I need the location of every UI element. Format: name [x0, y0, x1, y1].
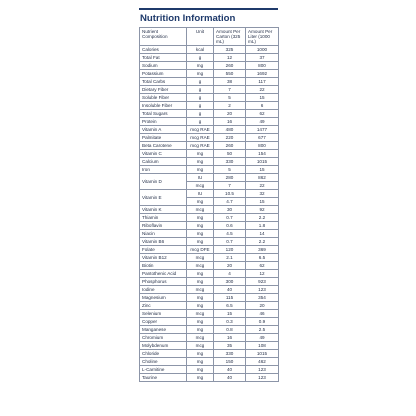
nutrient-name: Vitamin E: [140, 190, 187, 206]
amount-per-carton: 40: [214, 374, 246, 382]
table-row: [140, 190, 279, 198]
amount-per-carton: 330: [214, 350, 246, 358]
table-row: [140, 310, 279, 318]
amount-per-liter: 123: [246, 366, 279, 374]
amount-per-carton: 5: [214, 166, 246, 174]
nutrient-name: Taurine: [140, 374, 187, 382]
nutrient-unit: mcg: [187, 310, 214, 318]
nutrient-name: Selenium: [140, 310, 187, 318]
nutrient-unit: mg: [187, 318, 214, 326]
nutrient-unit: mg: [187, 358, 214, 366]
table-row: [140, 286, 279, 294]
nutrition-panel: [139, 8, 278, 382]
nutrient-unit: mg: [187, 70, 214, 78]
nutrient-name: Insoluble Fiber: [140, 102, 187, 110]
header-carton: Amount Per Carton (325 mL): [214, 28, 246, 46]
table-row: [140, 238, 279, 246]
nutrient-unit: mcg RAE: [187, 142, 214, 150]
nutrient-unit: mg: [187, 222, 214, 230]
nutrient-unit: mcg DFE: [187, 246, 214, 254]
amount-per-liter: 15: [246, 94, 279, 102]
nutrient-name: Vitamin A: [140, 126, 187, 134]
panel-title: Nutrition Information: [140, 13, 236, 24]
amount-per-liter: 123: [246, 286, 279, 294]
nutrient-unit: IU: [187, 174, 214, 182]
amount-per-carton: 120: [214, 246, 246, 254]
amount-per-carton: 300: [214, 278, 246, 286]
amount-per-carton: 0.7: [214, 238, 246, 246]
nutrient-unit: mcg: [187, 334, 214, 342]
nutrient-name: Sodium: [140, 62, 187, 70]
nutrient-unit: mg: [187, 238, 214, 246]
amount-per-liter: 2.5: [246, 326, 279, 334]
header-nutrient: Nutrient Composition: [140, 28, 187, 46]
nutrient-unit: mcg: [187, 206, 214, 214]
nutrient-unit: mg: [187, 278, 214, 286]
amount-per-carton: 0.6: [214, 222, 246, 230]
amount-per-carton: 2.1: [214, 254, 246, 262]
table-row: [140, 358, 279, 366]
table-row: [140, 366, 279, 374]
amount-per-liter: 123: [246, 374, 279, 382]
amount-per-liter: 117: [246, 78, 279, 86]
amount-per-liter: 1015: [246, 158, 279, 166]
nutrition-table: [139, 27, 279, 382]
nutrient-unit: mg: [187, 150, 214, 158]
amount-per-carton: 6.5: [214, 302, 246, 310]
amount-per-liter: 923: [246, 278, 279, 286]
nutrient-unit: g: [187, 94, 214, 102]
amount-per-carton: 325: [214, 46, 246, 54]
amount-per-carton: 30: [214, 206, 246, 214]
amount-per-carton: 220: [214, 134, 246, 142]
amount-per-liter: 1000: [246, 46, 279, 54]
nutrient-name: Vitamin B12: [140, 254, 187, 262]
table-body: [140, 46, 279, 382]
amount-per-carton: 280: [214, 174, 246, 182]
nutrient-unit: mg: [187, 326, 214, 334]
amount-per-carton: 480: [214, 126, 246, 134]
table-row: [140, 166, 279, 174]
header-row: [140, 28, 279, 46]
nutrient-unit: mcg: [187, 286, 214, 294]
nutrient-unit: mg: [187, 294, 214, 302]
table-row: [140, 62, 279, 70]
table-row: [140, 94, 279, 102]
amount-per-carton: 50: [214, 150, 246, 158]
amount-per-carton: 330: [214, 158, 246, 166]
table-row: [140, 174, 279, 182]
amount-per-carton: 7: [214, 182, 246, 190]
amount-per-liter: 1477: [246, 126, 279, 134]
amount-per-liter: 12: [246, 270, 279, 278]
nutrient-name: Zinc: [140, 302, 187, 310]
table-row: [140, 78, 279, 86]
amount-per-liter: 14: [246, 230, 279, 238]
nutrient-name: Palmitate: [140, 134, 187, 142]
table-row: [140, 126, 279, 134]
nutrient-name: Chloride: [140, 350, 187, 358]
table-row: [140, 254, 279, 262]
header-liter: Amount Per Liter (1000 mL): [246, 28, 279, 46]
amount-per-carton: 15: [214, 310, 246, 318]
nutrient-unit: mg: [187, 270, 214, 278]
amount-per-liter: 37: [246, 54, 279, 62]
table-row: [140, 110, 279, 118]
nutrient-name: Biotin: [140, 262, 187, 270]
table-row: [140, 278, 279, 286]
nutrient-unit: g: [187, 86, 214, 94]
nutrient-name: Calories: [140, 46, 187, 54]
nutrient-name: Iron: [140, 166, 187, 174]
table-row: [140, 206, 279, 214]
amount-per-carton: 20: [214, 262, 246, 270]
amount-per-carton: 16: [214, 118, 246, 126]
amount-per-carton: 4: [214, 270, 246, 278]
amount-per-liter: 20: [246, 302, 279, 310]
table-row: [140, 150, 279, 158]
amount-per-carton: 12: [214, 54, 246, 62]
amount-per-liter: 1.8: [246, 222, 279, 230]
table-row: [140, 326, 279, 334]
amount-per-liter: 369: [246, 246, 279, 254]
amount-per-liter: 800: [246, 142, 279, 150]
table-row: [140, 86, 279, 94]
amount-per-carton: 16: [214, 334, 246, 342]
table-row: [140, 374, 279, 382]
amount-per-liter: 6.5: [246, 254, 279, 262]
nutrient-name: Phosphorus: [140, 278, 187, 286]
table-row: [140, 318, 279, 326]
nutrient-name: Folate: [140, 246, 187, 254]
amount-per-liter: 15: [246, 166, 279, 174]
nutrient-name: Choline: [140, 358, 187, 366]
nutrient-unit: mcg RAE: [187, 126, 214, 134]
nutrient-unit: mg: [187, 366, 214, 374]
nutrient-name: Calcium: [140, 158, 187, 166]
nutrient-name: Chromium: [140, 334, 187, 342]
amount-per-liter: 0.9: [246, 318, 279, 326]
nutrient-name: Molybdenum: [140, 342, 187, 350]
table-row: [140, 246, 279, 254]
nutrient-unit: mg: [187, 62, 214, 70]
nutrient-name: Vitamin K: [140, 206, 187, 214]
amount-per-carton: 115: [214, 294, 246, 302]
nutrient-name: Beta Carotene: [140, 142, 187, 150]
amount-per-liter: 15: [246, 198, 279, 206]
nutrient-name: Iodine: [140, 286, 187, 294]
nutrient-unit: g: [187, 78, 214, 86]
amount-per-liter: 1692: [246, 70, 279, 78]
nutrient-unit: g: [187, 102, 214, 110]
nutrient-name: Vitamin C: [140, 150, 187, 158]
table-row: [140, 262, 279, 270]
amount-per-carton: 35: [214, 342, 246, 350]
header-unit: Unit: [187, 28, 214, 46]
table-row: [140, 214, 279, 222]
nutrient-name: Pantothenic Acid: [140, 270, 187, 278]
nutrient-name: Magnesium: [140, 294, 187, 302]
amount-per-carton: 550: [214, 70, 246, 78]
nutrient-unit: mg: [187, 198, 214, 206]
amount-per-carton: 38: [214, 78, 246, 86]
table-row: [140, 222, 279, 230]
nutrient-unit: mg: [187, 350, 214, 358]
amount-per-liter: 2.2: [246, 238, 279, 246]
table-row: [140, 54, 279, 62]
nutrient-name: Protein: [140, 118, 187, 126]
amount-per-liter: 46: [246, 310, 279, 318]
amount-per-liter: 462: [246, 358, 279, 366]
amount-per-carton: 0.8: [214, 326, 246, 334]
nutrient-unit: mg: [187, 374, 214, 382]
table-row: [140, 270, 279, 278]
table-row: [140, 102, 279, 110]
nutrient-name: Total Carbs: [140, 78, 187, 86]
amount-per-carton: 20: [214, 110, 246, 118]
amount-per-carton: 0.7: [214, 214, 246, 222]
nutrient-name: Manganese: [140, 326, 187, 334]
amount-per-liter: 800: [246, 62, 279, 70]
amount-per-liter: 1015: [246, 350, 279, 358]
amount-per-carton: 2: [214, 102, 246, 110]
nutrient-unit: mcg: [187, 342, 214, 350]
amount-per-carton: 150: [214, 358, 246, 366]
amount-per-liter: 32: [246, 190, 279, 198]
amount-per-liter: 108: [246, 342, 279, 350]
table-row: [140, 230, 279, 238]
amount-per-carton: 4.7: [214, 198, 246, 206]
table-row: [140, 158, 279, 166]
nutrient-unit: kcal: [187, 46, 214, 54]
nutrient-unit: mg: [187, 214, 214, 222]
table-row: [140, 342, 279, 350]
amount-per-liter: 2.2: [246, 214, 279, 222]
nutrient-name: Potassium: [140, 70, 187, 78]
nutrient-name: Soluble Fiber: [140, 94, 187, 102]
nutrient-unit: g: [187, 110, 214, 118]
table-row: [140, 118, 279, 126]
amount-per-carton: 7: [214, 86, 246, 94]
nutrient-name: Riboflavin: [140, 222, 187, 230]
nutrient-unit: g: [187, 118, 214, 126]
amount-per-carton: 4.5: [214, 230, 246, 238]
amount-per-liter: 49: [246, 118, 279, 126]
amount-per-liter: 862: [246, 174, 279, 182]
nutrient-unit: mg: [187, 302, 214, 310]
nutrient-name: Copper: [140, 318, 187, 326]
nutrient-name: L-Carnitine: [140, 366, 187, 374]
nutrient-name: Thiamin: [140, 214, 187, 222]
amount-per-liter: 354: [246, 294, 279, 302]
nutrient-name: Total Sugars: [140, 110, 187, 118]
table-row: [140, 294, 279, 302]
table-row: [140, 46, 279, 54]
table-row: [140, 134, 279, 142]
nutrient-name: Vitamin B6: [140, 238, 187, 246]
nutrient-unit: mg: [187, 158, 214, 166]
nutrient-unit: mcg: [187, 262, 214, 270]
table-row: [140, 302, 279, 310]
table-row: [140, 70, 279, 78]
table-row: [140, 350, 279, 358]
nutrient-unit: mg: [187, 230, 214, 238]
nutrient-unit: mcg RAE: [187, 134, 214, 142]
amount-per-liter: 6: [246, 102, 279, 110]
amount-per-carton: 0.3: [214, 318, 246, 326]
nutrient-unit: mg: [187, 166, 214, 174]
nutrient-name: Niacin: [140, 230, 187, 238]
amount-per-liter: 22: [246, 182, 279, 190]
nutrient-unit: IU: [187, 190, 214, 198]
table-row: [140, 142, 279, 150]
amount-per-liter: 154: [246, 150, 279, 158]
nutrient-unit: mcg: [187, 182, 214, 190]
nutrient-unit: mcg: [187, 254, 214, 262]
amount-per-carton: 5: [214, 94, 246, 102]
amount-per-carton: 10.5: [214, 190, 246, 198]
amount-per-liter: 62: [246, 262, 279, 270]
nutrient-unit: g: [187, 54, 214, 62]
amount-per-liter: 677: [246, 134, 279, 142]
amount-per-carton: 40: [214, 286, 246, 294]
amount-per-carton: 40: [214, 366, 246, 374]
nutrient-name: Vitamin D: [140, 174, 187, 190]
amount-per-liter: 92: [246, 206, 279, 214]
nutrient-name: Dietary Fiber: [140, 86, 187, 94]
amount-per-liter: 49: [246, 334, 279, 342]
nutrient-name: Total Fat: [140, 54, 187, 62]
amount-per-carton: 260: [214, 62, 246, 70]
amount-per-carton: 260: [214, 142, 246, 150]
table-row: [140, 334, 279, 342]
amount-per-liter: 22: [246, 86, 279, 94]
amount-per-liter: 62: [246, 110, 279, 118]
